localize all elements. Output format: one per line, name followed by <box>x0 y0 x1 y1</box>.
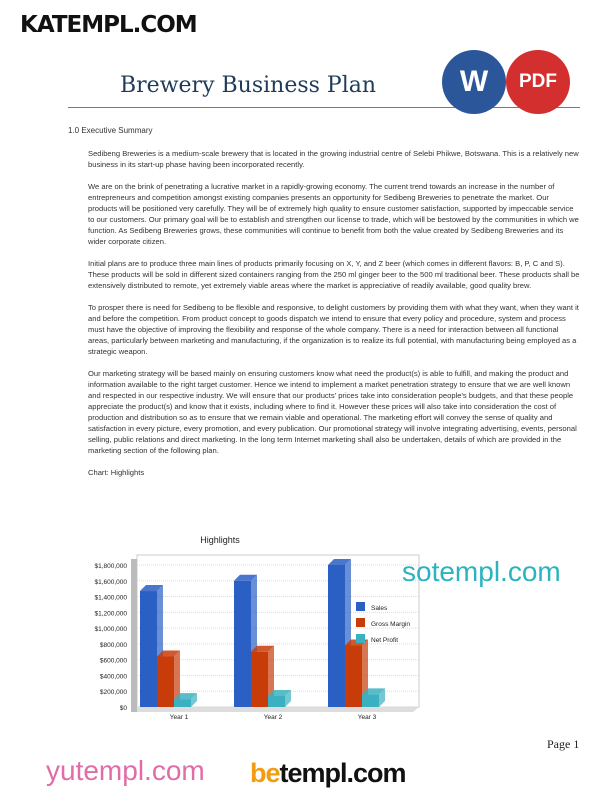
bar-gross-margin <box>345 645 362 707</box>
y-tick-label: $1,000,000 <box>94 626 127 634</box>
x-tick-label: Year 3 <box>357 714 377 721</box>
word-download-button[interactable]: W <box>442 50 506 114</box>
betempl-watermark: betempl.com <box>250 758 406 788</box>
legend-swatch <box>356 618 365 627</box>
legend-swatch <box>356 634 365 643</box>
y-tick-label: $0 <box>119 705 127 712</box>
pdf-download-button[interactable]: PDF <box>506 50 570 114</box>
bar-net-profit <box>362 694 379 707</box>
legend-label: Sales <box>371 605 388 612</box>
bar-net-profit <box>268 696 285 707</box>
y-tick-label: $800,000 <box>99 641 127 649</box>
y-tick-label: $1,800,000 <box>94 563 127 570</box>
legend-swatch <box>356 602 365 611</box>
y-tick-label: $1,200,000 <box>94 610 127 618</box>
y-tick-label: $200,000 <box>99 689 127 697</box>
chart-caption: Chart: Highlights <box>88 468 145 477</box>
watermark-rest: templ.com <box>279 758 406 788</box>
x-tick-label: Year 2 <box>263 714 283 721</box>
legend-label: Gross Margin <box>371 621 411 628</box>
legend-label: Net Profit <box>371 637 399 644</box>
paragraph: Our marketing strategy will be based mainly on ensuring customers know what need the product(s) is able to fulfill, and making the product and information available to the right target customer. Hence we intend to implement a market penetration strategy to ensure that we are well known and respected in our respective industry. We will ensure that our products' prices take into consideration people's budgets, and that these people appreciate the product(s) and know that it exists, including where to find it. However these prices will also take into consideration the cost of production and distribution so as to ensure that we remain viable and operational. The marketing effort will convey the sense of quality and satisfaction in every picture, every promotion, and every publication. Our promotional strategy will involve integrating advertising, events, personal selling, public relations and direct marketing. In the long term Internet marketing shall also be undertaken, details of which are provided in the marketing section of the following plan. <box>88 369 577 455</box>
y-tick-label: $400,000 <box>99 673 127 681</box>
section-heading: 1.0 Executive Summary <box>68 126 153 135</box>
plot-floor <box>131 707 419 712</box>
yutempl-watermark: yutempl.com <box>46 755 205 786</box>
chart-title: Highlights <box>200 535 240 545</box>
paragraph: Initial plans are to produce three main lines of products primarily focusing on X, Y, and Z beer (which comes in different flavors: B, P, C and S). These products will be sold in different sized containers ranging from the 250 ml ginger beer to the 500 ml traditional beer. These products shall be extensively distributed to remote, yet extremely viable areas where the market is appreciative of readily available, good quality brew. <box>88 259 580 290</box>
paragraph: Sedibeng Breweries is a medium-scale brewery that is located in the growing industrial centre of Selebi Phikwe, Botswana. This is a relatively new business in its start-up phase having been incorporated recently. <box>88 149 579 169</box>
x-tick-label: Year 1 <box>169 714 189 721</box>
bar-gross-margin <box>157 657 174 707</box>
paragraph: To prosper there is need for Sedibeng to be flexible and responsive, to delight customers by providing them with what they want, when they want it and before the competition. From product concept to goods dispatch we intend to ensure that every policy and procedure, system and process must have the objective of improving the flexibility and response of the whole company. There is a need for interaction between all functional areas, particularly between marketing and manufacturing, if the organization is to realize its full potential, with manufacturing being employed as a strategic weapon. <box>88 303 579 356</box>
katempl-watermark: KATEMPL.COM <box>20 12 197 38</box>
y-tick-label: $1,600,000 <box>94 578 127 586</box>
bar-gross-margin <box>251 652 268 707</box>
bar-sales <box>140 591 157 707</box>
bar-net-profit <box>174 699 191 707</box>
bar-sales <box>328 565 345 707</box>
highlights-chart <box>80 528 440 728</box>
paragraph: We are on the brink of penetrating a lucrative market in a rapidly-growing economy. The current trend towards an increase in the number of entrepreneurs and competition amongst existing companies presents an opportunity for Sedibeng Breweries to penetrate the market. Our products will be positioned very carefully. They will be of extremely high quality to ensure customer satisfaction, supported by impeccable service to our customers. Our primary goal will be to establish and strengthen our license to trade, which will be bestowed by the communities in which we function. As Sedibeng Breweries grows, these communities will continue to benefit from both the value created by Sedibeng Breweries and its wider corporate citizen. <box>88 182 579 246</box>
bar-sales <box>234 581 251 707</box>
y-tick-label: $600,000 <box>99 657 127 665</box>
sotempl-watermark: sotempl.com <box>402 556 561 587</box>
title-rule <box>68 107 580 108</box>
y-tick-label: $1,400,000 <box>94 594 127 602</box>
plot-wall <box>131 559 137 712</box>
body-text <box>88 148 580 489</box>
page-number: Page 1 <box>547 737 580 751</box>
document-title: Brewery Business Plan <box>120 73 377 98</box>
